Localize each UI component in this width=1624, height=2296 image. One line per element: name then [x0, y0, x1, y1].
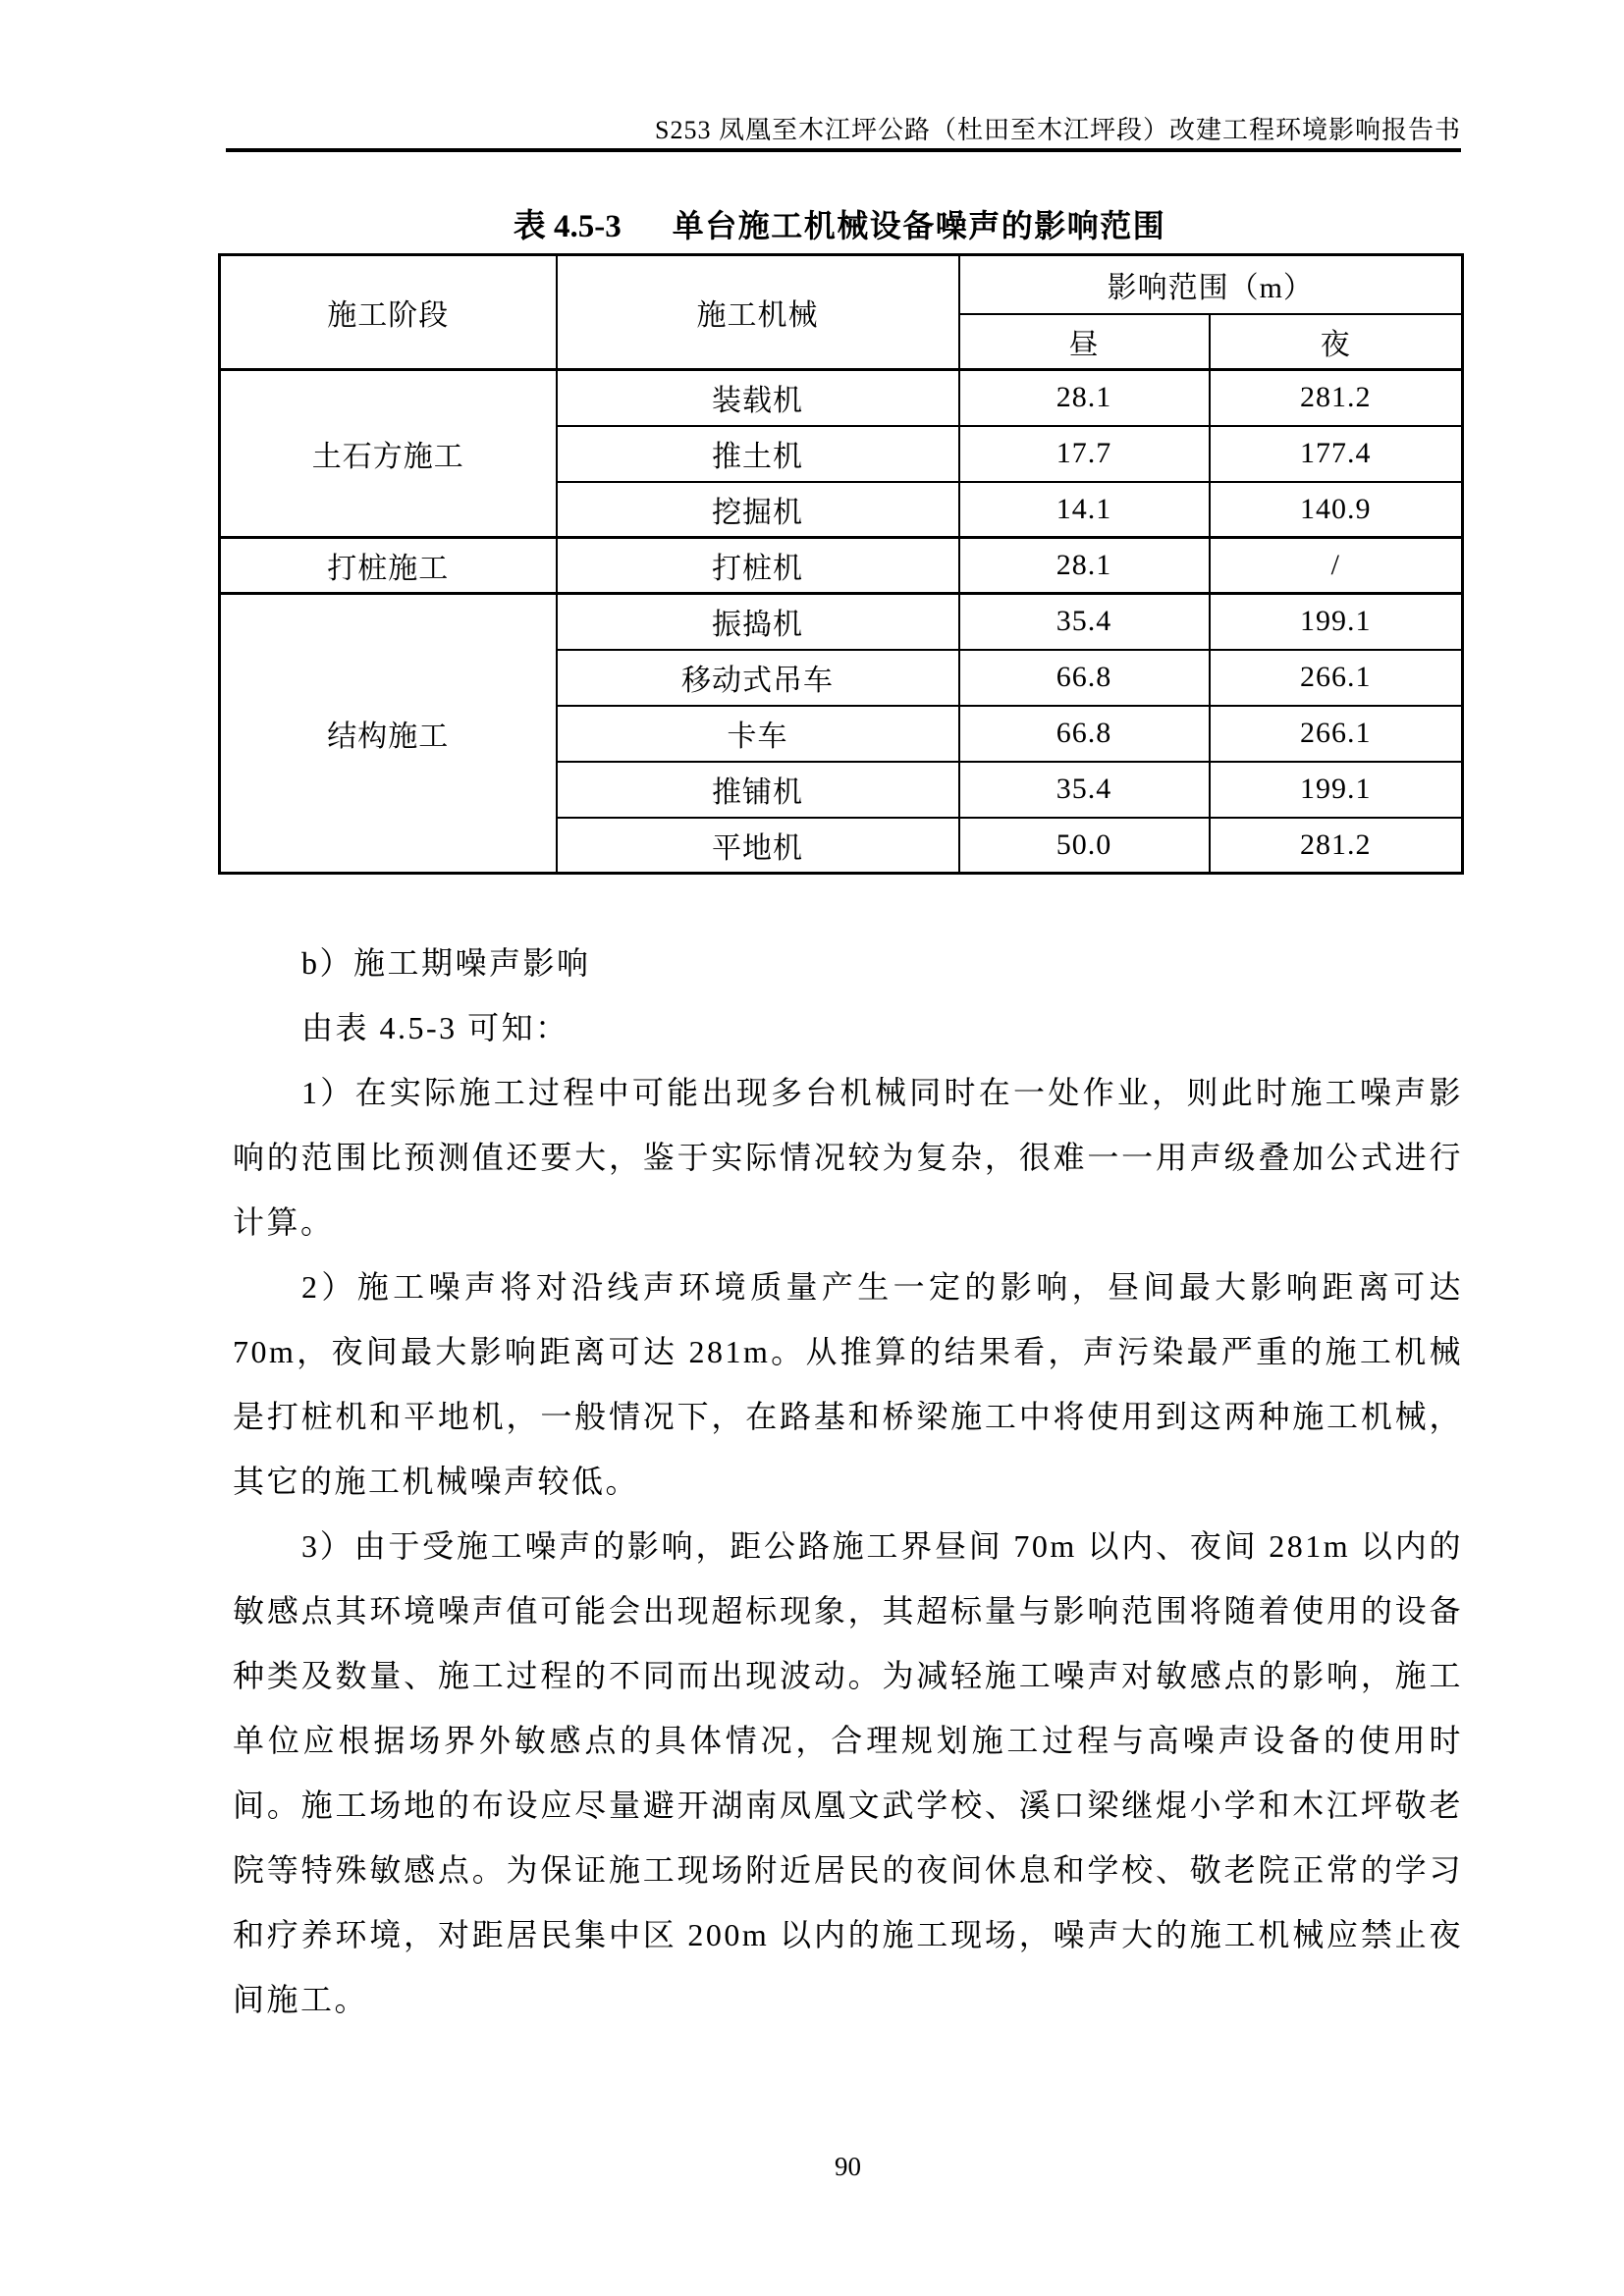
paragraph: 3）由于受施工噪声的影响，距公路施工界昼间 70m 以内、夜间 281m 以内的敏感点其环境噪声值可能会出现超标现象，其超标量与影响范围将随着使用的设备种类及数量、施工过程的不同而出现波动。为减轻施工噪声对敏感点的影响，施工单位应根据场界外敏感点的具体情况，合理规划施工过程与高噪声设备的使用时间。施工场地的布设应尽量避开湖南凤凰文武学校、溪口梁继焜小学和木江坪敬老院等特殊敏感点。为保证施工现场附近居民的夜间休息和学校、敬老院正常的学习和疗养环境，对距居民集中区 200m 以内的施工现场，噪声大的施工机械应禁止夜间施工。 — [233, 1528, 1463, 2017]
header-rule — [226, 148, 1461, 152]
night-cell: 199.1 — [1210, 762, 1463, 818]
day-cell: 35.4 — [959, 762, 1210, 818]
page-number: 90 — [835, 2152, 861, 2181]
machine-cell: 推土机 — [557, 426, 959, 482]
column-header-night: 夜 — [1210, 314, 1463, 370]
paragraph: 2）施工噪声将对沿线声环境质量产生一定的影响，昼间最大影响距离可达 70m，夜间最大影响距离可达 281m。从推算的结果看，声污染最严重的施工机械是打桩机和平地机，一般情况下，在路基和桥梁施工中将使用到这两种施工机械，其它的施工机械噪声较低。 — [233, 1269, 1463, 1499]
machine-cell: 振捣机 — [557, 594, 959, 650]
day-cell: 50.0 — [959, 818, 1210, 874]
night-cell: 266.1 — [1210, 706, 1463, 762]
stage-cell: 土石方施工 — [220, 370, 557, 538]
column-header-stage: 施工阶段 — [220, 255, 557, 370]
machine-cell: 移动式吊车 — [557, 650, 959, 706]
column-header-range-group: 影响范围（m） — [959, 255, 1463, 314]
machine-cell: 推铺机 — [557, 762, 959, 818]
body-text — [233, 931, 1463, 2032]
machine-cell: 平地机 — [557, 818, 959, 874]
table-row — [220, 594, 1463, 650]
night-cell: 281.2 — [1210, 370, 1463, 426]
table-row — [220, 370, 1463, 426]
machine-cell: 卡车 — [557, 706, 959, 762]
day-cell: 66.8 — [959, 650, 1210, 706]
day-cell: 28.1 — [959, 370, 1210, 426]
machine-cell: 打桩机 — [557, 538, 959, 594]
day-cell: 14.1 — [959, 482, 1210, 538]
night-cell: 177.4 — [1210, 426, 1463, 482]
column-header-machine: 施工机械 — [557, 255, 959, 370]
table-caption — [218, 200, 1461, 246]
noise-impact-table — [218, 253, 1464, 875]
running-header-title: S253 凤凰至木江坪公路（杜田至木江坪段）改建工程环境影响报告书 — [655, 116, 1461, 144]
night-cell: 281.2 — [1210, 818, 1463, 874]
table-caption-label: 表 4.5-3 — [513, 209, 622, 244]
paragraph: b）施工期噪声影响 — [301, 945, 591, 981]
day-cell: 35.4 — [959, 594, 1210, 650]
stage-cell: 打桩施工 — [220, 538, 557, 594]
night-cell: / — [1210, 538, 1463, 594]
column-header-day: 昼 — [959, 314, 1210, 370]
day-cell: 66.8 — [959, 706, 1210, 762]
day-cell: 17.7 — [959, 426, 1210, 482]
table-row — [220, 538, 1463, 594]
day-cell: 28.1 — [959, 538, 1210, 594]
machine-cell: 挖掘机 — [557, 482, 959, 538]
table-caption-title: 单台施工机械设备噪声的影响范围 — [672, 208, 1166, 243]
machine-cell: 装载机 — [557, 370, 959, 426]
night-cell: 140.9 — [1210, 482, 1463, 538]
night-cell: 199.1 — [1210, 594, 1463, 650]
night-cell: 266.1 — [1210, 650, 1463, 706]
paragraph: 1）在实际施工过程中可能出现多台机械同时在一处作业，则此时施工噪声影响的范围比预测值还要大，鉴于实际情况较为复杂，很难一一用声级叠加公式进行计算。 — [233, 1075, 1463, 1240]
paragraph: 由表 4.5-3 可知： — [301, 1010, 569, 1045]
stage-cell: 结构施工 — [220, 594, 557, 874]
